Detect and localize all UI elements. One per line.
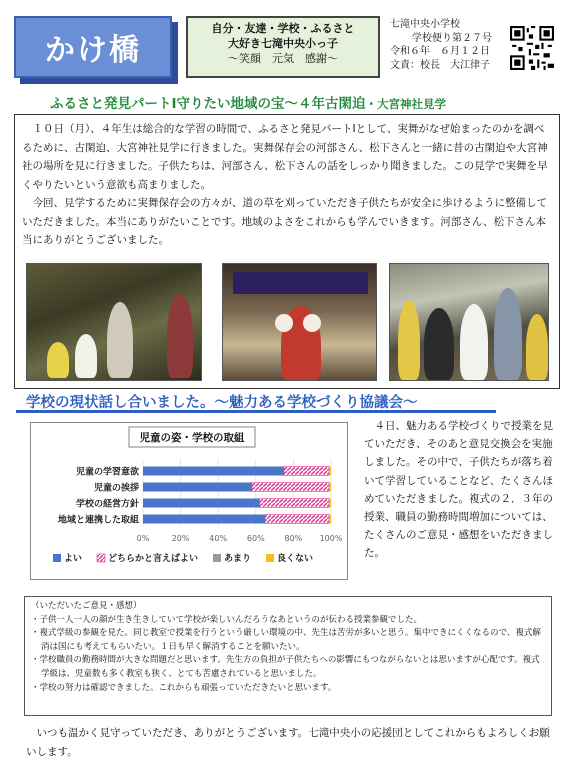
section1-title: [50, 92, 550, 112]
comments-box: [24, 596, 552, 716]
section1-body: [22, 120, 554, 250]
chart-frame: [30, 422, 348, 580]
legend-swatch: [213, 554, 221, 562]
section2-title: 学校の現状話し合いました。～魅力ある学校づくり協議会～: [16, 389, 496, 413]
bar-segment: [284, 467, 329, 476]
legend-swatch: [97, 554, 105, 562]
photo-forest-walk: [26, 263, 202, 381]
category-label: 地域と連携した取組: [57, 515, 139, 526]
category-label: 児童の学習意欲: [75, 467, 139, 478]
category-label: 学校の経営方針: [75, 499, 139, 510]
slogan-line-2: 大好き七滝中央小っ子: [228, 37, 338, 50]
bar-segment: [143, 515, 265, 524]
bar-segment: [260, 499, 330, 508]
legend-swatch: [266, 554, 274, 562]
slogan-line-1: 自分・友達・学校・ふるさと: [211, 22, 355, 35]
x-tick-label: 0%: [136, 534, 150, 543]
legend-label: 良くない: [277, 554, 314, 564]
newsletter-title: かけ橋: [45, 33, 141, 68]
school-name: 七滝中央小学校: [390, 19, 460, 30]
bar-segment: [252, 483, 329, 492]
x-tick-label: 100%: [319, 534, 343, 543]
bar-segment: [265, 515, 329, 524]
x-tick-label: 20%: [171, 534, 190, 543]
legend-swatch: [53, 554, 61, 562]
section1-paragraph-2: 今回、見学するために実舞保存会の方々が、道の草を刈っていただき子供たちが安全に歩けるように整備していただきました。本当にありがたいことです。地域のよさをこれからも学んでいきます。河部さん、松下さん本当にありがとうございました。: [22, 197, 547, 246]
legend-label: あまり: [224, 554, 252, 564]
legend-label: よい: [64, 554, 83, 564]
section1-title-small: ・大宮神社見学: [365, 97, 447, 111]
comment-item: ・学校職員の勤務時間が大きな問題だと思います。先生方の負担が子供たちへの影響にもつながらないとは思いますが心配です。複式学級は、児童数も多く教室も狭く、とても苦慮されていると思いました。: [31, 655, 540, 679]
bar-segment: [143, 467, 284, 476]
bar-segment: [329, 499, 331, 508]
section2-body: ４日、魅力ある学校づくりで授業を見ていただき、そのあと意見交換会を実施しました。その中で、子供たちが落ち着いて学習していることなど、たくさんほめていただきました。複式の２．３年の授業、職員の勤務時間増加については、たくさんのご意見・感想をいただきました。: [364, 420, 553, 560]
stacked-bar-chart: [31, 423, 347, 579]
comment-item: ・複式学級の参観を見た。同じ教室で授業を行うという厳しい環境の中、先生は苦労が多いと思う。集中できにくくなるので、複式解消は国にも考えてもらいたい。１日も早く解消することを願いたい。: [31, 628, 541, 652]
category-label: 児童の挨拶: [93, 483, 139, 494]
chart-title: 児童の姿・学校の取組: [139, 432, 245, 444]
school-info: [390, 18, 502, 78]
slogan-box: [186, 16, 380, 78]
qr-code-icon: [510, 26, 554, 70]
photo-shrine-interior: [389, 263, 549, 381]
bar-segment: [329, 483, 331, 492]
closing-message: いつも温かく見守っていただき、ありがとうございます。七滝中央小の応援団としてこれからもよろしくお願いします。: [26, 727, 550, 758]
x-tick-label: 40%: [209, 534, 228, 543]
newsletter-title-box: [14, 16, 172, 78]
comments-heading: （いただいたご意見・感想）: [31, 601, 142, 611]
comment-item: ・子供一人一人の顔が生き生きしていて学校が楽しいんだろうなあというのが伝わる授業参観でした。: [31, 614, 423, 625]
section1-paragraph-1: １０日（月）、４年生は総合的な学習の時間で、ふるさと発見パートⅠとして、実舞がなぜ始まったのかを調べるために、古閑迫、大宮神社見学に行きました。実舞保存会の河部さん、松下さんと一緒に昔の古閑迫や大宮神社の場所を見に行きました。子供たちは、河部さん、松下さんの話をしっかり聞きました。この見学で実舞を早くやりたいという意欲も高まりました。: [22, 123, 548, 191]
x-tick-label: 80%: [284, 534, 303, 543]
issue-number: 学校便り第２７号: [412, 32, 492, 44]
x-tick-label: 60%: [246, 534, 265, 543]
bar-segment: [329, 467, 331, 476]
slogan-line-3: ～笑顔 元気 感謝～: [228, 52, 338, 65]
legend-label: どちらかと言えばよい: [108, 554, 199, 564]
bar-segment: [143, 483, 252, 492]
photo-shrine-masks: [222, 263, 377, 381]
issue-date: 令和６年 ６月１２日: [390, 46, 490, 57]
bar-segment: [329, 515, 331, 524]
bar-segment: [143, 499, 260, 508]
comment-item: ・学校の努力は確認できました。これからも頑張っていただきたいと思います。: [31, 682, 337, 693]
author: 文責：校長 大江律子: [390, 59, 490, 71]
section1-title-main: ふるさと発見パートⅠ守りたい地域の宝～４年古閑迫: [50, 96, 366, 112]
